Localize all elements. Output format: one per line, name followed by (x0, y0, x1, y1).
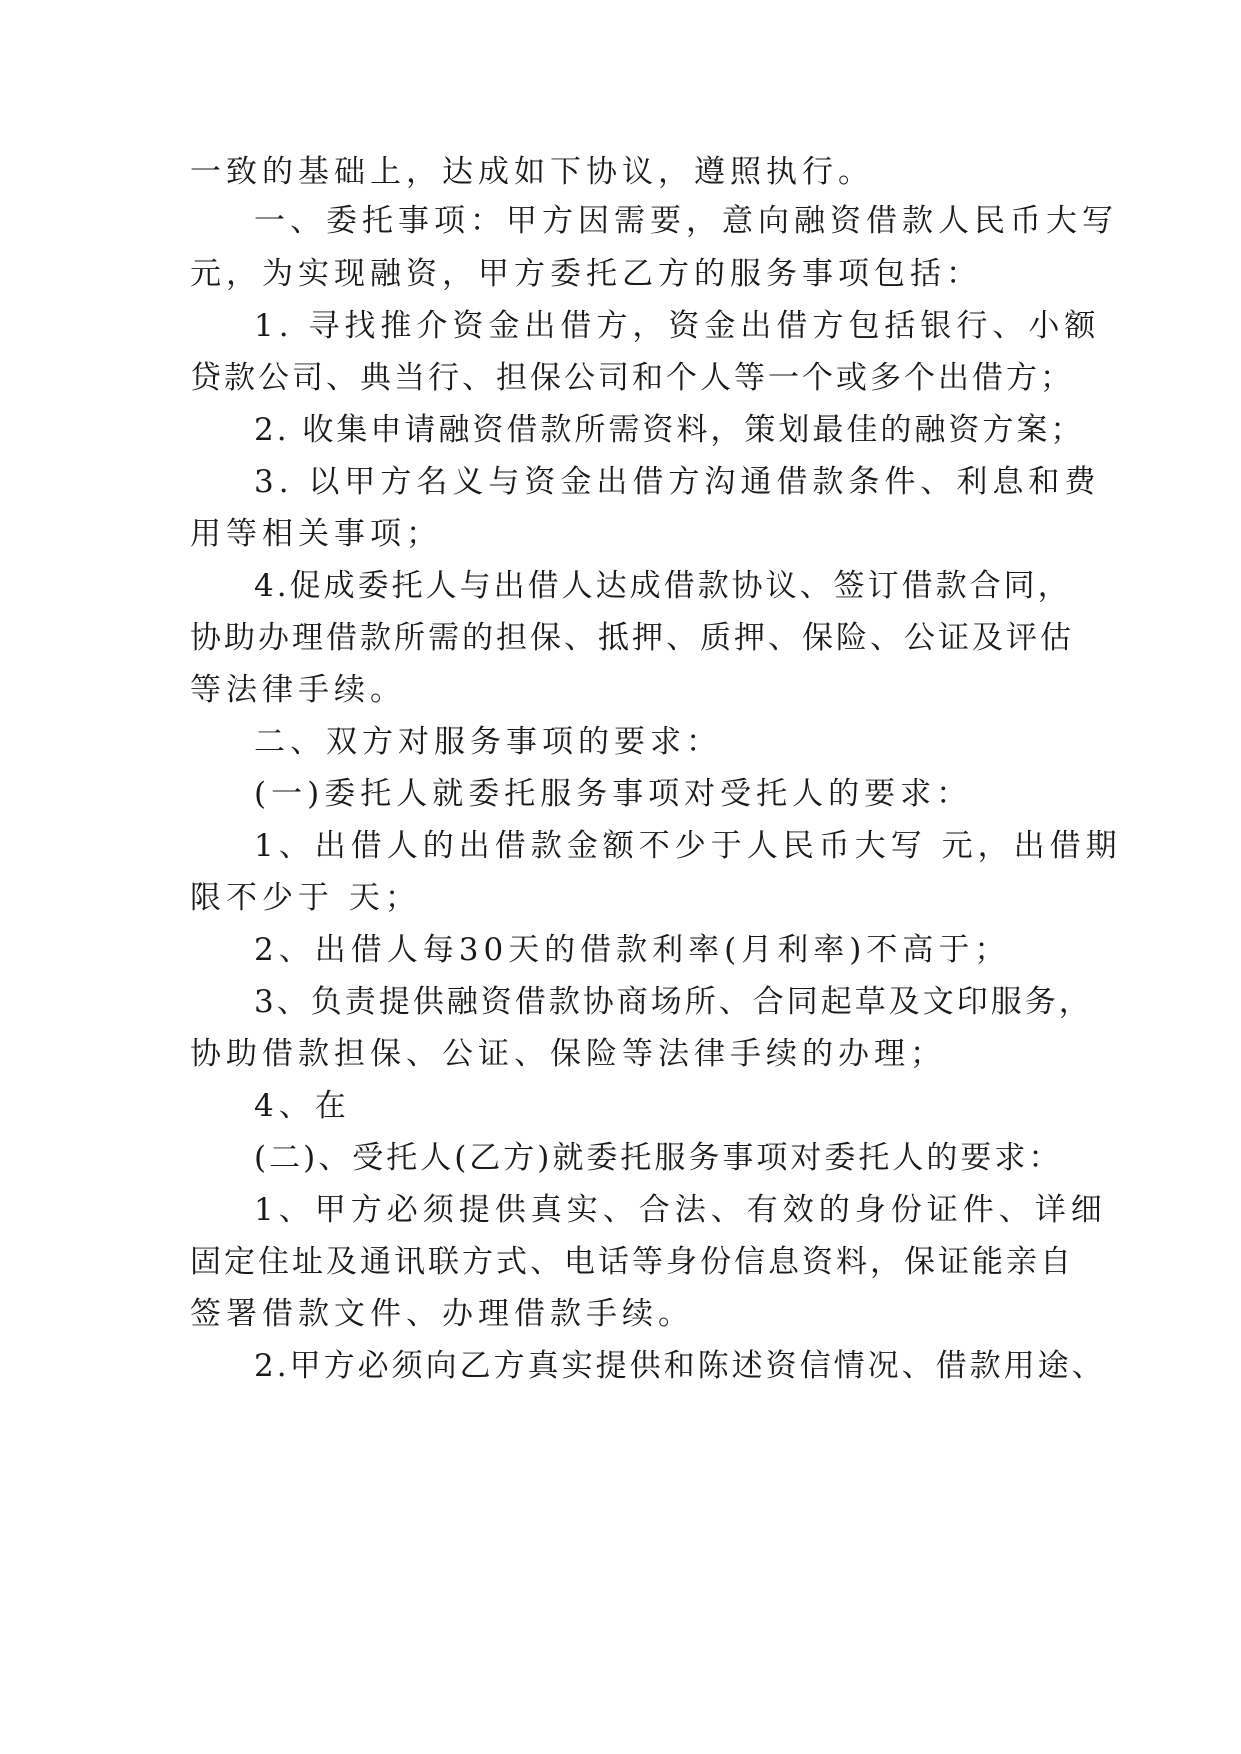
paragraph-line: 3、负责提供融资借款协商场所、合同起草及文印服务， (254, 984, 1093, 1020)
paragraph-line: 4.促成委托人与出借人达成借款协议、签订借款合同， (254, 568, 1072, 604)
paragraph-line: 协助办理借款所需的担保、抵押、质押、保险、公证及评估 (190, 620, 1074, 656)
paragraph-line: 签署借款文件、办理借款手续。 (190, 1296, 694, 1332)
paragraph-line: 2、出借人每30天的借款利率(月利率)不高于； (254, 932, 1011, 968)
paragraph-line: 二、双方对服务事项的要求： (254, 724, 722, 760)
paragraph-line: 限不少于 天； (190, 880, 421, 916)
paragraph-line: 1. 寻找推介资金出借方，资金出借方包括银行、小额 (254, 308, 1101, 344)
paragraph-line: (一)委托人就委托服务事项对受托人的要求： (254, 776, 973, 812)
paragraph-line: 2. 收集申请融资借款所需资料，策划最佳的融资方案； (254, 412, 1085, 448)
paragraph-line: 用等相关事项； (190, 516, 442, 552)
paragraph-line: 3. 以甲方名义与资金出借方沟通借款条件、利息和费 (254, 464, 1101, 500)
paragraph-line: 固定住址及通讯联方式、电话等身份信息资料，保证能亲自 (190, 1244, 1074, 1280)
paragraph-line: 等法律手续。 (190, 672, 406, 708)
paragraph-line: 贷款公司、典当行、担保公司和个人等一个或多个出借方； (190, 360, 1074, 396)
paragraph-line: 2.甲方必须向乙方真实提供和陈述资信情况、借款用途、 (254, 1348, 1106, 1384)
paragraph-line: 协助借款担保、公证、保险等法律手续的办理； (190, 1036, 946, 1072)
paragraph-line: 元，为实现融资，甲方委托乙方的服务事项包括： (190, 256, 982, 292)
paragraph-line: 4、在 (254, 1088, 351, 1124)
paragraph-line: 一致的基础上，达成如下协议，遵照执行。 (190, 154, 874, 190)
paragraph-line: (二)、受托人(乙方)就委托服务事项对委托人的要求： (254, 1140, 1063, 1176)
paragraph-line: 一、委托事项：甲方因需要，意向融资借款人民币大写 (254, 203, 1118, 239)
paragraph-line: 1、甲方必须提供真实、合法、有效的身份证件、详细 (254, 1192, 1107, 1228)
paragraph-line: 1、出借人的出借款金额不少于人民币大写 元，出借期 (254, 828, 1122, 864)
